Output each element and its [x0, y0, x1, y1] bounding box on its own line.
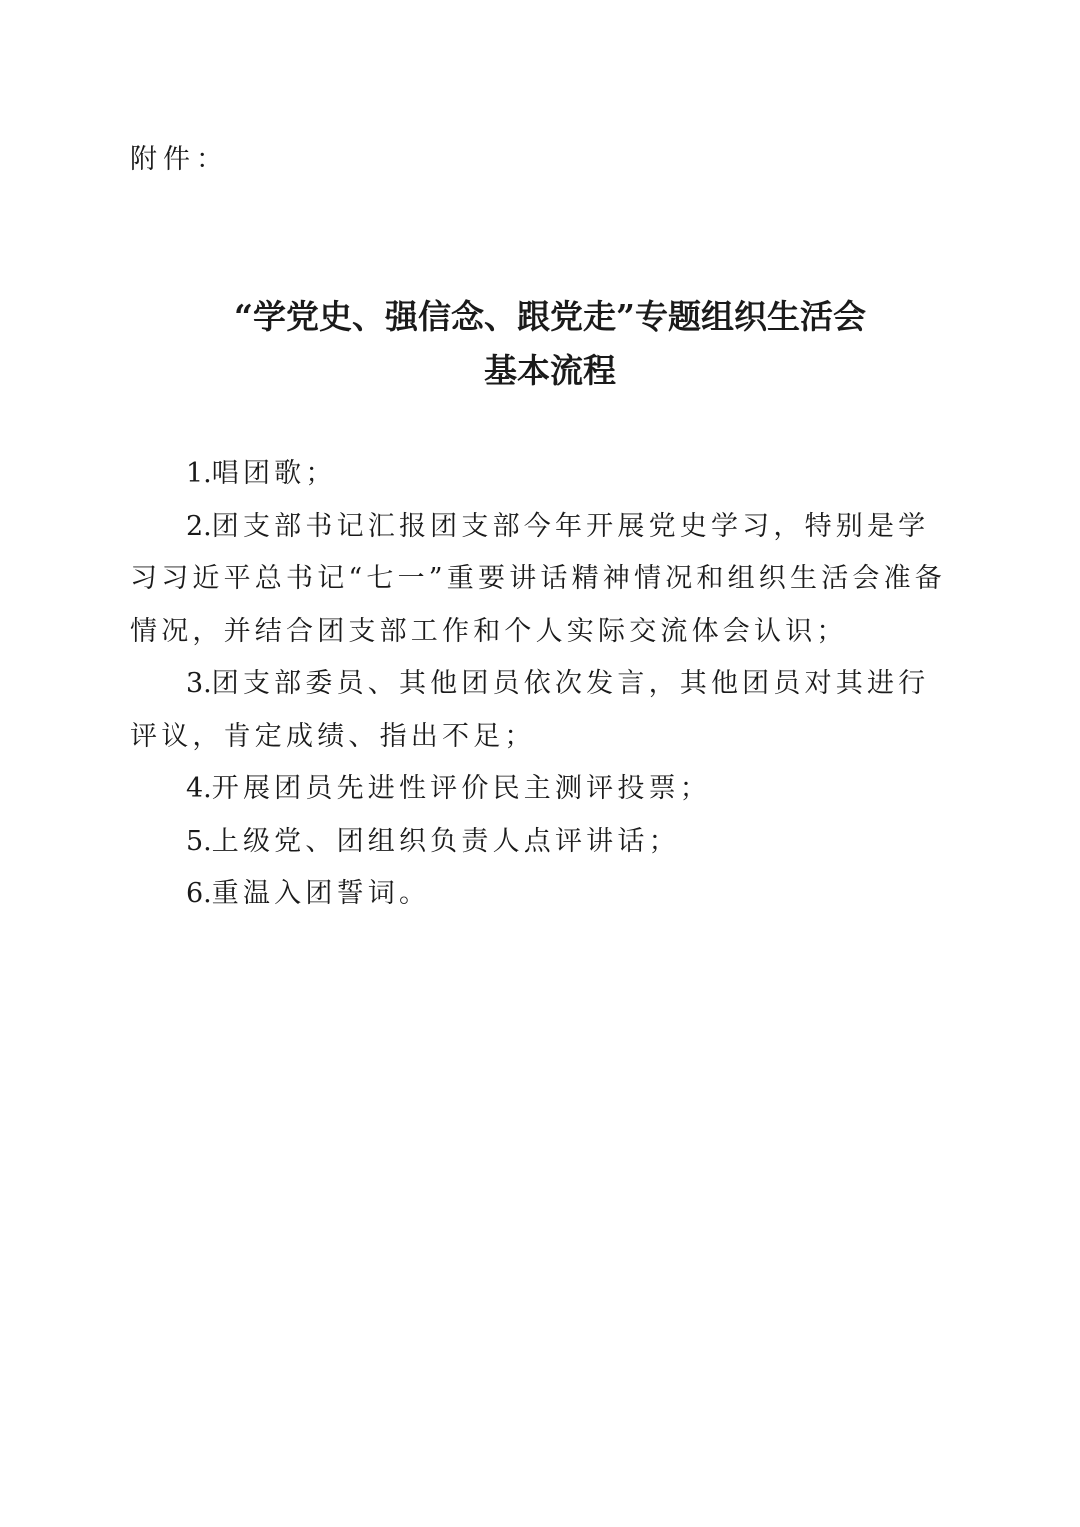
item-text: 上级党、团组织负责人点评讲话； [211, 825, 680, 857]
attachment-label: 附件： [130, 144, 229, 175]
item-text: 重温入团誓词。 [211, 878, 431, 909]
list-item [130, 816, 960, 869]
item-number: 1. [186, 458, 212, 489]
item-number: 2. [186, 510, 212, 542]
list-item [130, 763, 960, 816]
item-text: 开展团员先进性评价民主测评投票； [211, 773, 711, 804]
list-item [130, 658, 960, 763]
title-line-2: 基本流程 [484, 351, 616, 390]
item-text: 团支部书记汇报团支部今年开展党史学习，特别是学习习近平总书记“七一”重要讲话精神情况和组织生活会准备情况，并结合团支部工作和个人实际交流体会认识； [130, 510, 947, 647]
item-number: 6. [186, 878, 212, 909]
list-item [130, 868, 960, 921]
list-item [130, 448, 960, 501]
list-item [130, 501, 960, 659]
title-line-1: “学党史、强信念、跟党走”专题组织生活会 [234, 297, 866, 336]
item-text: 团支部委员、其他团员依次发言，其他团员对其进行评议，肯定成绩、指出不足； [130, 668, 930, 752]
item-number: 4. [186, 773, 212, 804]
item-number: 3. [186, 668, 212, 699]
item-text: 唱团歌； [211, 458, 337, 489]
document-body [130, 448, 960, 921]
item-number: 5. [186, 825, 212, 857]
document-title [0, 290, 1080, 398]
